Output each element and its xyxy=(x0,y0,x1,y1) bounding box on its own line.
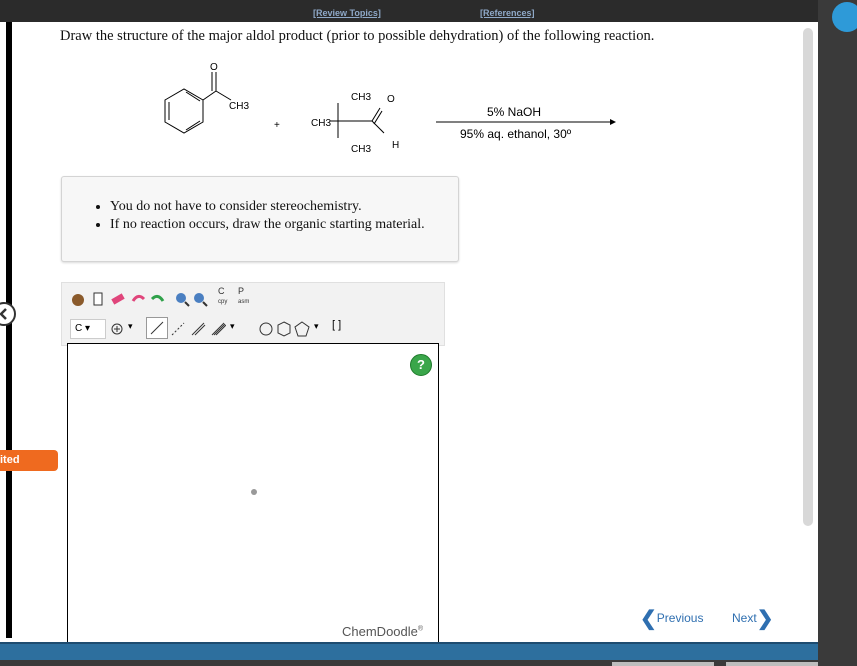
reagent-top: 5% NaOH xyxy=(487,105,542,119)
cyclopropane-icon[interactable] xyxy=(258,321,274,337)
charge-icon[interactable] xyxy=(110,321,126,337)
aldehyde-top-methyl: CH3 xyxy=(351,92,372,103)
bottom-tab[interactable] xyxy=(726,662,818,666)
chemdoodle-brand: ChemDoodle® xyxy=(342,624,424,639)
hint-item: • If no reaction occurs, draw the organic starting material. xyxy=(110,217,458,233)
chevron-left-icon: ❮ xyxy=(640,608,657,630)
bottom-bar xyxy=(0,642,818,660)
chevron-right-icon: ❯ xyxy=(756,608,774,630)
triple-bond-icon[interactable] xyxy=(210,321,226,337)
zoom-in-icon[interactable] xyxy=(174,291,190,307)
aldehyde-h: H xyxy=(392,140,400,151)
side-tab[interactable]: ited xyxy=(0,450,58,471)
aldehyde-bottom-methyl: CH3 xyxy=(351,144,372,155)
reaction-scheme xyxy=(140,58,620,158)
previous-button[interactable]: ❮Previous xyxy=(640,608,704,630)
clear-icon[interactable] xyxy=(90,291,106,307)
benzene-ring xyxy=(165,72,231,133)
ring-dropdown-icon[interactable]: ▾ xyxy=(314,321,319,331)
drawing-canvas[interactable] xyxy=(67,343,439,644)
bottom-tab[interactable] xyxy=(612,662,714,666)
next-button[interactable]: Next❯ xyxy=(732,608,774,630)
aldehyde-oxygen: O xyxy=(387,94,395,105)
cyclopentane-icon[interactable] xyxy=(294,321,310,337)
single-bond-icon[interactable] xyxy=(146,317,168,339)
review-topics-link[interactable]: [Review Topics] xyxy=(313,8,381,18)
references-link[interactable]: [References] xyxy=(480,8,535,18)
bracket-button[interactable]: [ ] xyxy=(332,319,342,331)
aldehyde-skeleton xyxy=(330,103,384,138)
reagent-bottom: 95% aq. ethanol, 30º xyxy=(460,127,572,141)
plus-sign: + xyxy=(274,120,280,131)
paste-button[interactable]: P asm xyxy=(238,286,250,305)
hint-box xyxy=(61,176,459,262)
hint-item: • You do not have to consider stereochemistry. xyxy=(110,199,458,215)
charge-dropdown-icon[interactable]: ▾ xyxy=(128,321,133,331)
ketone-methyl: CH3 xyxy=(229,101,250,112)
copy-button[interactable]: C cpy xyxy=(218,286,228,305)
zoom-out-icon[interactable] xyxy=(192,291,208,307)
scrollbar[interactable] xyxy=(803,28,813,526)
double-bond-icon[interactable] xyxy=(190,321,206,337)
top-bar xyxy=(0,0,818,22)
ketone-oxygen: O xyxy=(210,62,218,73)
question-text: Draw the structure of the major aldol product (prior to possible dehydration) of the following reaction. xyxy=(60,28,655,44)
help-chat-icon[interactable] xyxy=(832,2,857,32)
chemdoodle-toolbar xyxy=(61,282,445,346)
redo-icon[interactable] xyxy=(150,291,166,307)
bond-dropdown-icon[interactable]: ▾ xyxy=(230,321,235,331)
left-divider xyxy=(6,22,12,638)
help-icon[interactable]: ? xyxy=(410,354,432,376)
eraser-icon[interactable] xyxy=(110,291,126,307)
aldehyde-left-methyl: CH3 xyxy=(311,118,332,129)
atom-select[interactable]: C ▾ xyxy=(70,319,106,339)
wedge-bond-icon[interactable] xyxy=(170,321,186,337)
collapse-chevron-icon[interactable] xyxy=(0,302,16,326)
canvas-cursor-dot xyxy=(251,489,257,495)
benzene-icon[interactable] xyxy=(276,321,292,337)
hand-icon[interactable] xyxy=(70,291,86,307)
undo-icon[interactable] xyxy=(130,291,146,307)
